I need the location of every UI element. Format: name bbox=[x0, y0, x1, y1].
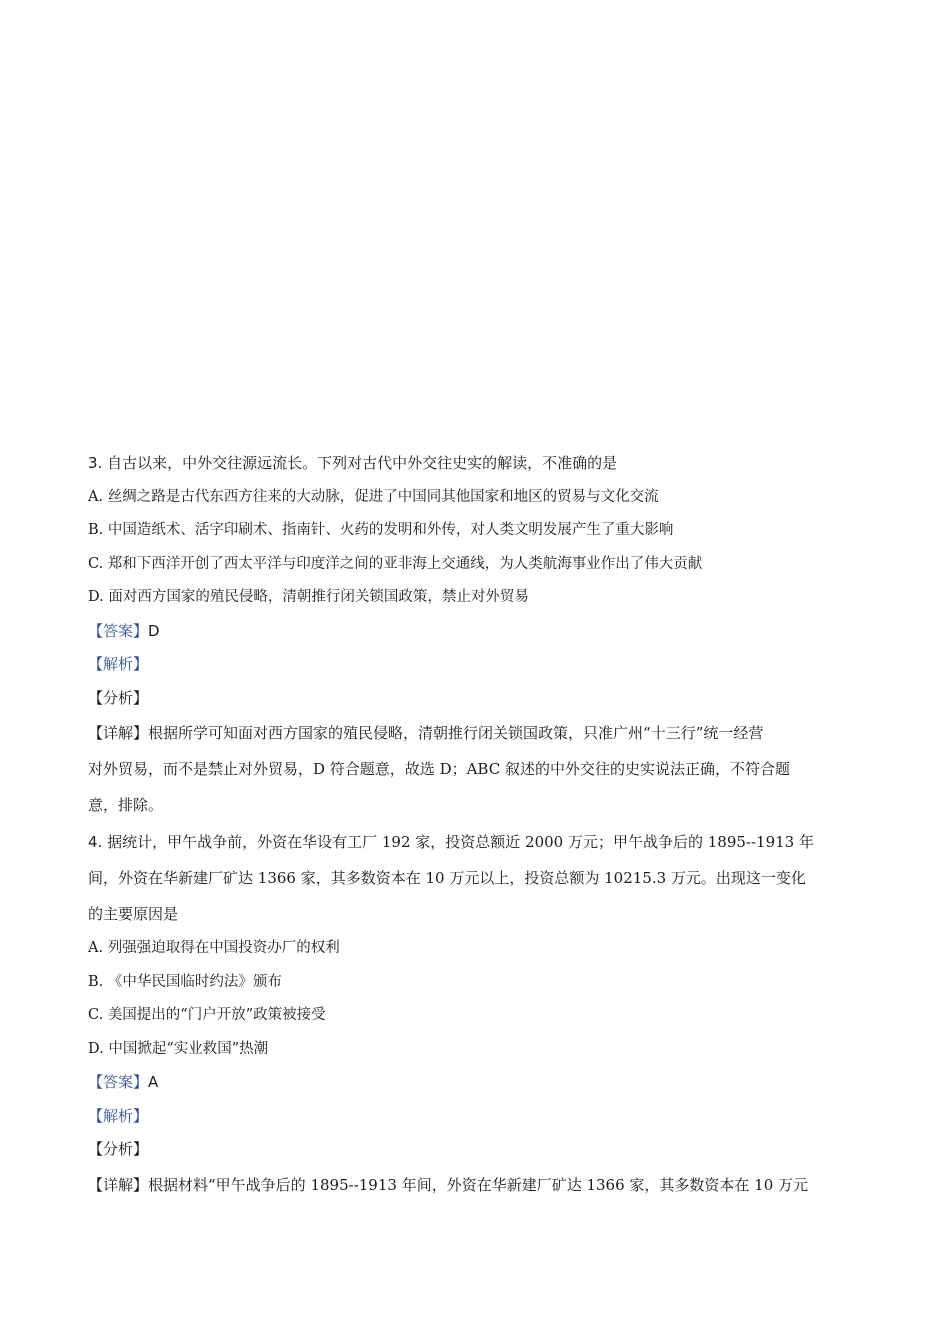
question-3 bbox=[88, 447, 868, 823]
question-4 bbox=[88, 824, 868, 1203]
question-4-fenxi bbox=[88, 1133, 868, 1167]
analysis-label: 【解析】 bbox=[88, 655, 149, 673]
answer-value: D bbox=[148, 621, 160, 640]
answer-label: 【答案】 bbox=[88, 1073, 149, 1091]
answer-label: 【答案】 bbox=[88, 621, 149, 640]
question-4-option-c: C. 美国提出的“门户开放”政策被接受 bbox=[88, 1007, 326, 1023]
question-3-option-d: D. 面对西方国家的殖民侵略，清朝推行闭关锁国政策，禁止对外贸易 bbox=[88, 589, 529, 605]
question-4-stem-line-1 bbox=[88, 824, 868, 860]
question-3-detail-line-1 bbox=[88, 715, 868, 751]
detail-label: 【详解】 bbox=[88, 724, 149, 742]
analysis-label: 【解析】 bbox=[88, 1106, 149, 1125]
question-4-stem-line-3: 的主要原因是 bbox=[88, 905, 179, 923]
question-3-detail-line-3: 意，排除。 bbox=[88, 796, 164, 814]
question-3-detail-line-2: 对外贸易，而不是禁止对外贸易，D 符合题意，故选 D；ABC 叙述的中外交往的史实说法正确，不符合题 bbox=[88, 760, 790, 778]
detail-text: 根据材料“甲午战争后的 1895--1913 年间，外资在华新建厂矿达 1366 家，其多数资本在 10 万元 bbox=[148, 1175, 809, 1194]
detail-label: 【详解】 bbox=[88, 1175, 149, 1194]
question-4-answer bbox=[88, 1066, 868, 1100]
question-4-detail-line-1 bbox=[88, 1167, 868, 1203]
question-3-fenxi bbox=[88, 682, 868, 716]
question-4-option-a: A. 列强强迫取得在中国投资办厂的权利 bbox=[88, 940, 340, 956]
question-3-analysis bbox=[88, 648, 868, 682]
question-3-option-b: B. 中国造纸术、活字印刷术、指南针、火药的发明和外传，对人类文明发展产生了重大影响 bbox=[88, 522, 674, 538]
fenxi-label: 【分析】 bbox=[88, 688, 149, 707]
question-4-stem-text-1: 据统计，甲午战争前，外资在华设有工厂 192 家，投资总额近 2000 万元；甲午战争后的 1895--1913 年 bbox=[107, 833, 814, 851]
question-3-stem bbox=[88, 447, 868, 481]
question-4-number: 4. bbox=[88, 833, 103, 851]
fenxi-label: 【分析】 bbox=[88, 1140, 149, 1158]
detail-text: 根据所学可知面对西方国家的殖民侵略，清朝推行闭关锁国政策，只准广州“十三行”统一经营 bbox=[148, 724, 764, 742]
question-3-stem-text: 自古以来，中外交往源远流长。下列对古代中外交往史实的解读，不准确的是 bbox=[107, 454, 618, 472]
question-3-answer bbox=[88, 615, 868, 649]
question-4-option-d: D. 中国掀起“实业救国”热潮 bbox=[88, 1040, 269, 1057]
answer-value: A bbox=[148, 1073, 159, 1091]
question-4-analysis bbox=[88, 1100, 868, 1134]
question-3-option-a: A. 丝绸之路是古代东西方往来的大动脉，促进了中国同其他国家和地区的贸易与文化交流 bbox=[88, 488, 659, 505]
question-4-option-b: B. 《中华民国临时约法》颁布 bbox=[88, 973, 282, 990]
question-3-number: 3. bbox=[88, 454, 103, 472]
question-4-stem-line-2: 间，外资在华新建厂矿达 1366 家，其多数资本在 10 万元以上，投资总额为 10215.3 万元。出现这一变化 bbox=[88, 869, 806, 887]
question-3-option-c: C. 郑和下西洋开创了西太平洋与印度洋之间的亚非海上交通线，为人类航海事业作出了伟大贡献 bbox=[88, 555, 703, 572]
